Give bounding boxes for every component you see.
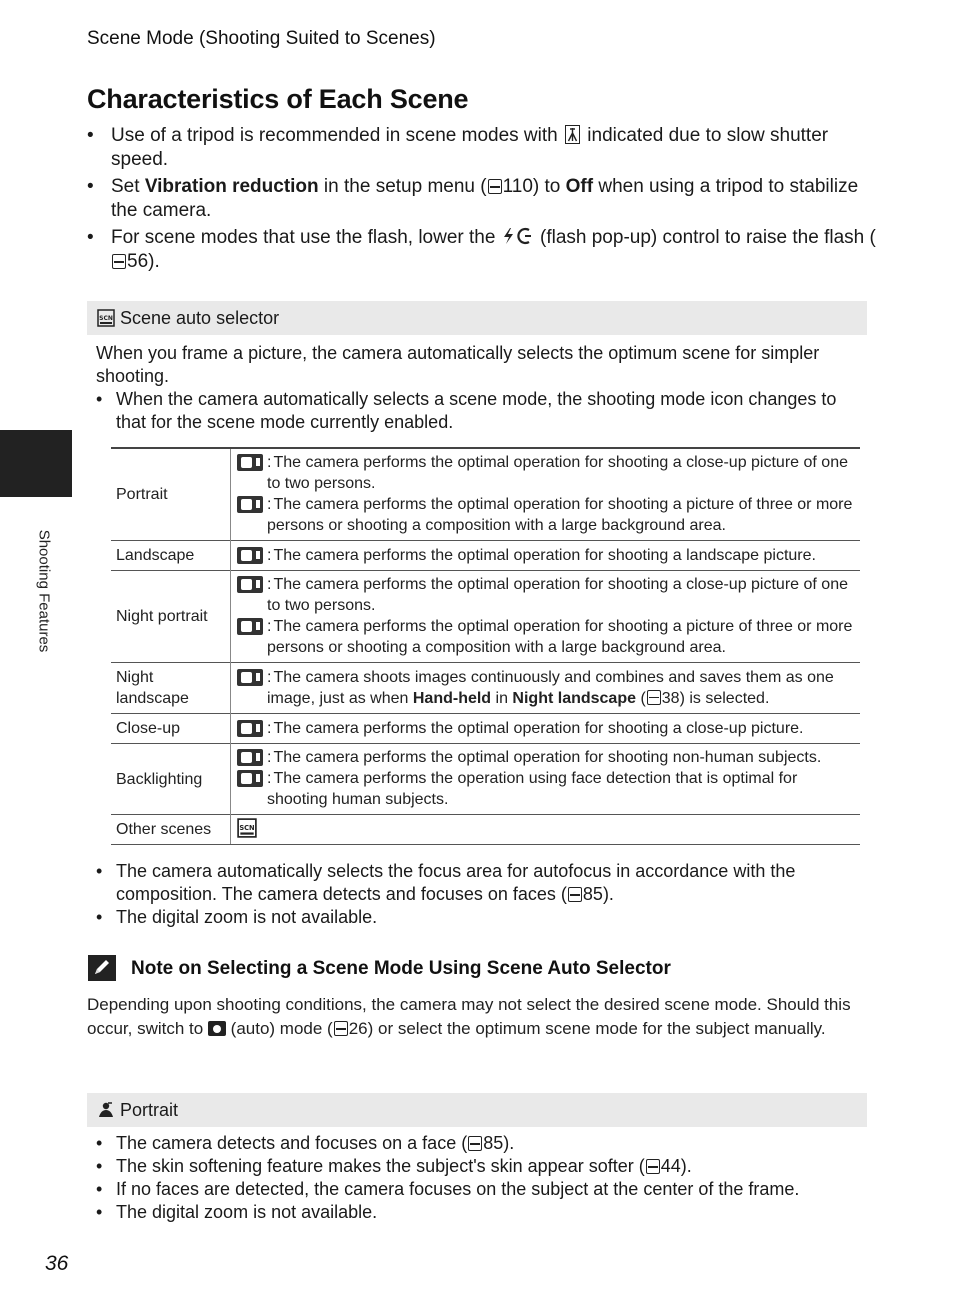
book-reference-icon: [568, 887, 582, 902]
book-reference-icon: [112, 254, 126, 269]
list-item: [96, 860, 866, 906]
scene-auto-icon: [237, 821, 257, 838]
chapter-tab-label: Shooting Features: [35, 529, 53, 653]
list-item: [96, 1132, 866, 1155]
pencil-note-icon: [88, 955, 116, 981]
svg-text:SCN: SCN: [99, 315, 113, 322]
section-heading-text: Scene auto selector: [120, 308, 280, 328]
mode-name: Night landscape: [512, 689, 636, 707]
page-reference[interactable]: 110: [502, 176, 533, 197]
scene-auto-icon: [97, 304, 115, 322]
book-reference-icon: [468, 1136, 482, 1151]
page-reference[interactable]: 38: [661, 689, 680, 707]
tripod-icon: [565, 125, 580, 144]
scene-description: : The camera performs the optimal operation for shooting a close-up picture of one to two persons. : The camera performs the optimal operation for shooting a picture of three or more persons or shooting a composition with a large background area.: [231, 448, 861, 541]
table-row: [111, 448, 860, 541]
landscape-mode-icon: [237, 547, 263, 564]
table-row: [111, 815, 860, 845]
scene-label: Night landscape: [111, 663, 231, 714]
running-head: Scene Mode (Shooting Suited to Scenes): [87, 28, 436, 49]
scene-description: : The camera shoots images continuously and combines and saves them as one image, just as when Hand-held in Night landscape ( 38) is selected.: [231, 663, 861, 714]
scene-table: [111, 447, 860, 845]
note-text: Depending upon shooting conditions, the camera may not select the desired scene mode. Should this occur, switch to: [87, 995, 851, 1038]
portrait-bullet-list: [96, 1132, 866, 1224]
list-item: [96, 1155, 866, 1178]
scene-label: Other scenes: [111, 815, 231, 845]
night-portrait-mode-icon: [237, 576, 263, 593]
bullet-text: The camera detects and focuses on a face (: [116, 1133, 468, 1153]
close-up-mode-icon: [237, 720, 263, 737]
scene-desc-text: The camera shoots images continuously and combines and saves them as one image, just as when: [267, 668, 834, 707]
scene-auto-bullet-list: [96, 388, 866, 434]
table-row: [111, 663, 860, 714]
bullet-text: when using a tripod to stabilize the camera.: [111, 176, 859, 221]
bullet-text: Set: [111, 176, 145, 197]
scene-desc-text: The camera performs the optimal operation for shooting a picture of three or more persons or shooting a composition with a large background area.: [267, 496, 853, 534]
page-title: Characteristics of Each Scene: [87, 84, 469, 114]
page-reference[interactable]: 56: [127, 251, 149, 272]
setting-value: Off: [565, 176, 594, 197]
scene-desc-text: The camera performs the optimal operation for shooting non-human subjects.: [273, 749, 822, 766]
scene-desc-text: The camera performs the optimal operation for shooting a close-up picture.: [273, 719, 804, 737]
scene-auto-notes-list: [96, 860, 866, 929]
book-reference-icon: [488, 179, 502, 194]
scene-description: [231, 815, 861, 845]
night-group-portrait-mode-icon: [237, 618, 263, 635]
scene-desc-text: (: [636, 689, 646, 707]
bullet-text: ).: [602, 884, 614, 904]
intro-bullet-vibration: [87, 175, 877, 223]
page-reference[interactable]: 85: [582, 884, 603, 904]
scene-desc-text: The camera performs the optimal operation for shooting a picture of three or more persons or shooting a composition with a large background area.: [267, 618, 853, 656]
table-row: [111, 541, 860, 571]
scene-desc-text: in: [491, 689, 513, 707]
option-name: Hand-held: [412, 689, 492, 707]
scene-label: Backlighting: [111, 744, 231, 815]
scene-desc-text: The camera performs the optimal operation for shooting a landscape picture.: [273, 546, 816, 564]
bullet-text: ).: [148, 251, 160, 272]
scene-desc-text: The camera performs the operation using face detection that is optimal for shooting human subjects.: [267, 770, 798, 808]
bullet-text: ).: [503, 1133, 515, 1153]
intro-bullet-flash: [87, 226, 877, 274]
page-number: 36: [45, 1252, 69, 1275]
scene-label: Night portrait: [111, 571, 231, 663]
bullet-text: ) to: [532, 176, 566, 197]
book-reference-icon: [334, 1021, 348, 1036]
note-text: ) or select the optimum scene mode for the subject manually.: [367, 1019, 826, 1038]
portrait-mode-icon: [237, 454, 263, 471]
camera-icon: [208, 1021, 226, 1036]
table-row: [111, 744, 860, 815]
chapter-tab: [0, 430, 72, 497]
scene-description: : The camera performs the optimal operation for shooting a close-up picture.: [231, 714, 861, 744]
list-item: • When the camera automatically selects a scene mode, the shooting mode icon changes to that for the scene mode currently enabled.: [96, 388, 866, 434]
intro-bullet-tripod: [87, 124, 877, 172]
bullet-text: indicated due to slow shutter speed.: [111, 125, 829, 170]
table-row: [111, 571, 860, 663]
scene-label: Landscape: [111, 541, 231, 571]
section-description: When you frame a picture, the camera automatically selects the optimum scene for simpler shooting.: [96, 343, 820, 386]
scene-auto-intro: [96, 342, 866, 434]
portrait-icon: [97, 1096, 115, 1114]
menu-item-name: Vibration reduction: [144, 176, 319, 197]
svg-text:SCN: SCN: [239, 824, 255, 833]
bullet-text: ).: [680, 1156, 692, 1176]
bullet-text: The skin softening feature makes the subject's skin appear softer (: [116, 1156, 645, 1176]
list-item: • The digital zoom is not available.: [96, 1201, 866, 1224]
bullet-text: The camera automatically selects the focus area for autofocus in accordance with the composition. The camera detects and focuses on faces (: [116, 861, 796, 904]
flash-popup-icon: [501, 226, 535, 250]
section-heading-portrait: [87, 1093, 867, 1127]
bullet-text: in the setup menu (: [318, 176, 487, 197]
page-reference[interactable]: 85: [483, 1133, 504, 1153]
scene-description: : The camera performs the optimal operation for shooting a landscape picture.: [231, 541, 861, 571]
section-heading-scene-auto: [87, 301, 867, 335]
page-reference[interactable]: 44: [660, 1156, 681, 1176]
book-reference-icon: [647, 690, 661, 705]
book-reference-icon: [646, 1159, 660, 1174]
intro-bullet-list: [87, 124, 877, 277]
scene-label: Portrait: [111, 448, 231, 541]
scene-label: Close-up: [111, 714, 231, 744]
page-reference[interactable]: 26: [348, 1019, 368, 1038]
bullet-text: Use of a tripod is recommended in scene modes with: [111, 125, 558, 146]
scene-desc-text: The camera performs the optimal operation for shooting a close-up picture of one to two persons.: [267, 576, 848, 614]
section-heading-text: Portrait: [120, 1100, 179, 1120]
list-item: • The digital zoom is not available.: [96, 906, 866, 929]
list-item: • If no faces are detected, the camera focuses on the subject at the center of the frame.: [96, 1178, 866, 1201]
scene-desc-text: The camera performs the optimal operation for shooting a close-up picture of one to two persons.: [267, 454, 848, 492]
note-title: Note on Selecting a Scene Mode Using Scene Auto Selector: [131, 958, 671, 979]
scene-desc-text: ) is selected.: [679, 689, 770, 707]
scene-description: : The camera performs the optimal operation for shooting a close-up picture of one to two persons. : The camera performs the optimal operation for shooting a picture of three or more persons or shooting a composition with a large background area.: [231, 571, 861, 663]
bullet-text: (flash pop-up) control to raise the flash (: [540, 227, 876, 248]
table-row: [111, 714, 860, 744]
group-portrait-mode-icon: [237, 496, 263, 513]
note-body: [87, 993, 867, 1041]
backlighting-mode-icon: [237, 749, 263, 766]
scene-description: : The camera performs the optimal operation for shooting non-human subjects. : The camera performs the operation using face detection that is optimal for shooting human subjects.: [231, 744, 861, 815]
night-landscape-mode-icon: [237, 669, 263, 686]
backlighting-portrait-mode-icon: [237, 770, 263, 787]
bullet-text: For scene modes that use the flash, lower the: [111, 227, 496, 248]
note-text: (auto) mode (: [225, 1019, 333, 1038]
